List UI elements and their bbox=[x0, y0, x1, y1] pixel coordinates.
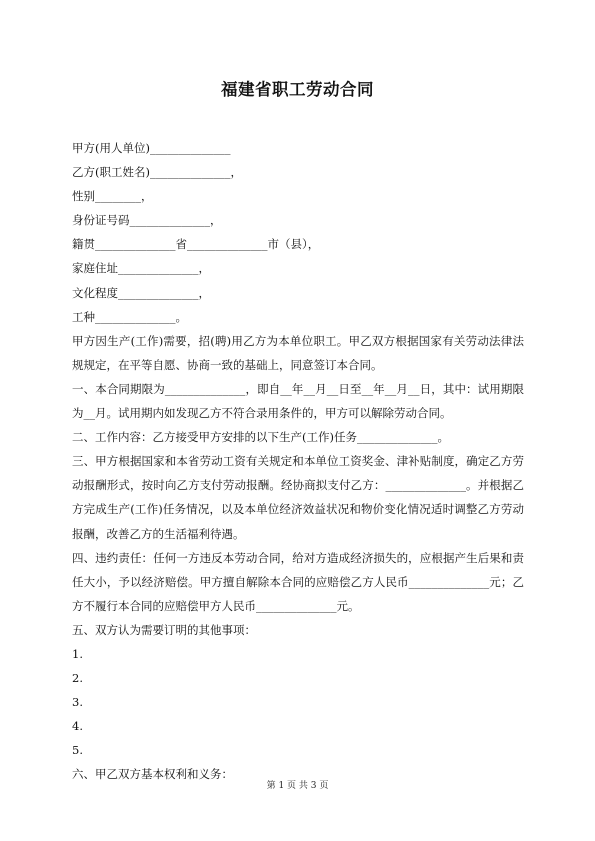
field-gender: 性别________， bbox=[72, 189, 153, 204]
paragraph-preamble: 甲方因生产(工作)需要，招(聘)用乙方为本单位职工。甲乙双方根据国家有关劳动法律法规规定，在平等自愿、协商一致的基础上，同意签订本合同。 bbox=[72, 333, 524, 372]
paragraph-other-matters: 五、双方认为需要订明的其他事项： bbox=[72, 622, 256, 637]
document-title: 福建省职工劳动合同 bbox=[221, 80, 374, 99]
paragraph-term: 一、本合同期限为______________，即自__年__月__日至__年__月__日，其中：试用期限为__月。试用期内如发现乙方不符合录用条件的，甲方可以解除劳动合同。 bbox=[72, 381, 524, 421]
paragraph-work-content: 二、工作内容：乙方接受甲方安排的以下生产(工作)任务______________。 bbox=[72, 430, 449, 445]
field-education: 文化程度______________， bbox=[72, 285, 210, 300]
field-home-address: 家庭住址______________， bbox=[72, 261, 210, 276]
field-id-number: 身份证号码______________， bbox=[72, 213, 222, 228]
field-job-type: 工种______________。 bbox=[72, 309, 187, 324]
list-item: 5. bbox=[72, 743, 83, 758]
contract-body bbox=[72, 136, 524, 787]
paragraph-liability: 四、违约责任：任何一方违反本劳动合同，给对方造成经济损失的，应根据产生后果和责任大小，予以经济赔偿。甲方擅自解除本合同的应赔偿乙方人民币______________元；乙方不履行本合同的应赔偿甲方人民币______________元。 bbox=[72, 550, 524, 613]
list-item: 3. bbox=[72, 695, 83, 710]
paragraph-remuneration: 三、甲方根据国家和本省劳动工资有关规定和本单位工资奖金、津补贴制度，确定乙方劳动报酬形式，按时向乙方支付劳动报酬。经协商拟支付乙方：______________。并根据乙方完成生产(工作)任务情况，以及本单位经济效益状况和物价变化情况适时调整乙方劳动报酬，改善乙方的生活福利待遇。 bbox=[72, 454, 524, 541]
list-item: 1. bbox=[72, 646, 83, 661]
list-item: 4. bbox=[72, 719, 83, 734]
field-employee-name: 乙方(职工姓名)______________， bbox=[72, 165, 242, 180]
field-native-place: 籍贯______________省______________市（县）， bbox=[72, 237, 320, 252]
field-employer: 甲方(用人单位)______________ bbox=[72, 141, 231, 155]
section-six-heading: 六、甲乙双方基本权利和义务： bbox=[72, 767, 233, 782]
list-item: 2. bbox=[72, 671, 83, 686]
page-footer: 第 1 页 共 3 页 bbox=[266, 781, 329, 791]
